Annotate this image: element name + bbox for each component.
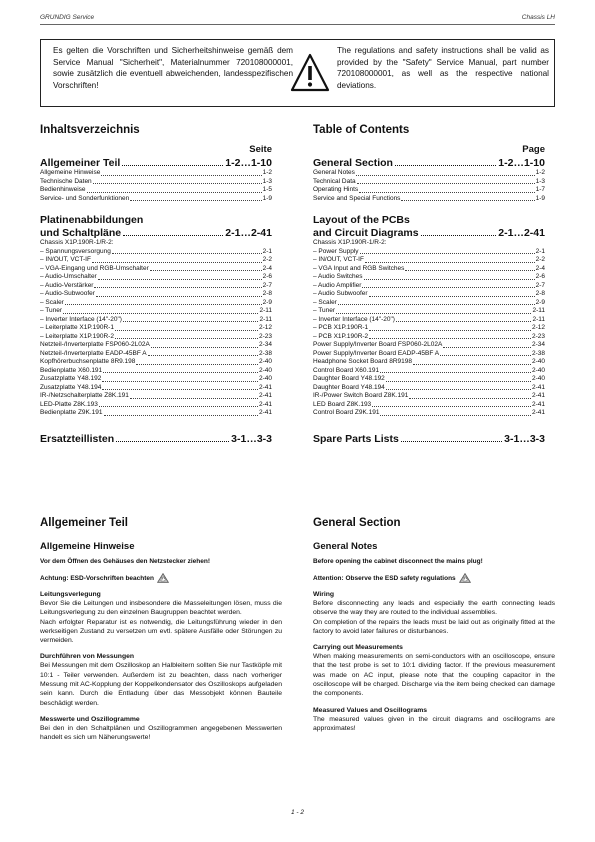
toc-entry-page: 2-38 (258, 349, 272, 357)
toc-leader-dots (102, 381, 258, 382)
toc-entry-page: 1-7 (535, 186, 545, 193)
toc-leader-dots (123, 321, 259, 322)
toc-leader-dots (440, 355, 531, 356)
toc-leader-dots (356, 175, 535, 176)
toc-entry[interactable] (313, 282, 545, 291)
toc-entry-label: Power Supply/Inverter Board FSP060-2L02A (313, 341, 443, 348)
toc-entry-label: Daughter Board Y48.192 (313, 375, 385, 382)
toc-leader-dots (150, 270, 262, 271)
toc-entry[interactable] (40, 273, 272, 282)
toc-entry[interactable] (313, 367, 545, 376)
toc-leader-dots (103, 372, 258, 373)
toc-leader-dots (369, 330, 531, 331)
toc-entry[interactable] (313, 248, 545, 257)
toc-entry-page: 1-3 (535, 177, 545, 185)
toc-entry-label: – Power Supply (313, 247, 359, 255)
toc-entry[interactable] (40, 350, 272, 359)
toc-entry[interactable] (40, 341, 272, 350)
toc-entry-page: 2-4 (262, 264, 272, 272)
toc-entry-label: – Audio-Subwoofer (40, 290, 95, 297)
toc-entry[interactable] (40, 384, 272, 393)
toc-leader-dots (401, 200, 534, 201)
toc-leader-dots (386, 389, 531, 390)
toc-entry[interactable] (40, 367, 272, 376)
toc-entry-page: 2-41 (531, 392, 545, 399)
toc-leader-dots (151, 347, 258, 348)
toc-entry-label: Power Supply/Inverter Board EADP-45BF A (313, 349, 440, 357)
wiring-heading: Leitungsverlegung (40, 591, 101, 598)
toc-entry-page: 2-23 (258, 332, 272, 340)
values-heading: Messwerte und Oszillogramme (40, 715, 140, 723)
toc-entry-label: Netzteil-/Inverterplatte FSP060-2L02A (40, 341, 150, 348)
toc-entry-label: – Spannungsversorgung (40, 247, 111, 255)
toc-entry-label: Allgemeine Hinweise (40, 169, 101, 176)
toc-leader-dots (386, 381, 531, 382)
toc-entry-page: 2-8 (262, 290, 272, 297)
safety-notice-box (40, 39, 555, 107)
toc-entry[interactable] (313, 341, 545, 350)
toc-entry-label: IR-/Netzschalterplatte Z8K.191 (40, 392, 129, 399)
toc-entry[interactable] (313, 299, 545, 308)
toc-entry-page: 1-9 (535, 194, 545, 202)
toc-leader-dots (65, 304, 262, 305)
general-section-german (40, 517, 282, 743)
toc-spares-entry[interactable]: Spare Parts Lists 3-1…3-3 (313, 432, 545, 445)
toc-page-label: Seite (249, 144, 272, 155)
toc-entry[interactable] (313, 265, 545, 274)
toc-entry-label: – VGA Input and RGB Switches (313, 264, 405, 272)
toc-entry[interactable] (313, 392, 545, 401)
wiring-paragraph-2: On completion of the repairs the leads must be laid out as originally fitted at the factory to avoid later failures or disturbances. (313, 618, 555, 635)
toc-leader-dots (112, 253, 262, 254)
toc-entry-page: 2-40 (258, 358, 272, 365)
toc-page-label: Page (522, 144, 545, 155)
toc-general-entry[interactable]: Allgemeiner Teil 1-2…1-10 (40, 157, 272, 169)
toc-leader-dots (102, 389, 258, 390)
toc-entry[interactable] (40, 248, 272, 257)
toc-entry-label: Zusatzplatte Y48.192 (40, 375, 102, 382)
toc-entry[interactable] (313, 350, 545, 359)
toc-entry-page: 2-7 (262, 281, 272, 289)
toc-entry-page: 2-40 (531, 375, 545, 382)
toc-general-entry[interactable]: General Section 1-2…1-10 (313, 157, 545, 169)
toc-entry-page: 2-38 (531, 349, 545, 357)
toc-entry[interactable] (40, 186, 272, 195)
toc-entry-label: Zusatzplatte Y48.194 (40, 383, 102, 391)
toc-entry-label: – Audio Switches (313, 273, 363, 280)
toc-entry[interactable] (313, 307, 545, 316)
toc-leader-dots (365, 262, 535, 263)
toc-entry-label: Service and Special Functions (313, 194, 401, 202)
toc-entry-label: – Scaler (40, 298, 64, 306)
esd-warning: Attention: Observe the ESD safety regulations (313, 573, 555, 583)
toc-entry-label: Technical Data (313, 177, 356, 185)
toc-leader-dots (93, 183, 262, 184)
toc-entry-page: 2-11 (259, 315, 272, 323)
esd-hand-icon (459, 573, 471, 583)
toc-entry-label: Bedienplatte X60.191 (40, 366, 103, 374)
toc-leader-dots (359, 192, 534, 193)
section-subtitle: General Notes (313, 541, 378, 552)
toc-entry-page: 2-34 (258, 341, 272, 348)
toc-entry-label: – PCB X1P.190R-2 (313, 332, 369, 340)
wiring-heading: Wiring (313, 591, 335, 598)
toc-entry[interactable] (40, 401, 272, 410)
toc-entry[interactable] (40, 409, 272, 418)
toc-leader-dots (380, 415, 531, 416)
toc-entry-label: – Audio-Verstärker (40, 281, 94, 289)
toc-entry-label: – Inverter Interface (14"-20") (40, 315, 122, 323)
toc-entry-page: 2-2 (535, 256, 545, 263)
toc-entry-page: 2-6 (535, 273, 545, 280)
toc-entry-label: – Audio Subwoofer (313, 290, 368, 297)
toc-pcb-heading: Layout of the PCBs (313, 214, 410, 226)
toc-leader-dots (104, 415, 258, 416)
toc-title: Inhaltsverzeichnis (40, 124, 140, 136)
toc-leader-dots (372, 406, 531, 407)
toc-general-list (313, 169, 545, 203)
toc-leader-dots (63, 313, 258, 314)
section-subtitle: Allgemeine Hinweise (40, 541, 135, 552)
toc-entry[interactable] (40, 358, 272, 367)
wiring-paragraph-2: Nach erfolgter Reparatur ist es notwendig, die Leitungsführung wieder in den werkseitigen Zustand zu versetzen um evtl. spätere Ausfälle oder Störungen zu vermeiden. (40, 618, 282, 645)
toc-entry[interactable] (40, 265, 272, 274)
toc-leader-dots (396, 321, 532, 322)
toc-entry[interactable] (313, 186, 545, 195)
toc-entry[interactable] (40, 333, 272, 342)
toc-entry-label: Service- und Sonderfunktionen (40, 194, 130, 202)
toc-entry-page: 2-9 (262, 298, 272, 306)
toc-leader-dots (99, 406, 258, 407)
safety-notice-german: Es gelten die Vorschriften und Sicherheitshinweise gemäß dem Service Manual "Sicherheit", Materialnummer 720108000001, sowie zusätzlich die eventuell abweichenden, landesspezifischen Vorschriften! (53, 46, 293, 90)
toc-leader-dots (338, 304, 535, 305)
toc-entry-page: 1-5 (262, 186, 272, 193)
toc-entry-label: – IN/OUT, VCT-IF (313, 256, 364, 263)
toc-entry-label: Control Board Z9K.191 (313, 409, 380, 416)
toc-pcb-entry[interactable]: and Circuit Diagrams 2-1…2-41 (313, 227, 545, 239)
toc-entry-page: 2-7 (535, 281, 545, 289)
toc-entry-label: Technische Daten (40, 177, 92, 185)
toc-leader-dots (94, 287, 261, 288)
toc-entry[interactable] (40, 307, 272, 316)
toc-entry-label: – Tuner (313, 307, 336, 314)
values-paragraph: Bei den in den Schaltplänen und Oszillogrammen angegebenen Messwerten handelt es sich um Näherungswerte! (40, 724, 282, 742)
toc-leader-dots (364, 279, 535, 280)
toc-pcb-entry[interactable]: und Schaltpläne 2-1…2-41 (40, 227, 272, 239)
toc-pcb-heading: Platinenabbildungen (40, 214, 144, 226)
toc-leader-dots (360, 253, 535, 254)
toc-entry-label: Daughter Board Y48.194 (313, 383, 385, 391)
toc-entry[interactable] (313, 401, 545, 410)
toc-leader-dots (413, 364, 531, 365)
toc-general-list (40, 169, 272, 203)
toc-entry[interactable] (313, 375, 545, 384)
toc-leader-dots (115, 330, 258, 331)
toc-entry-page: 1-2 (262, 169, 272, 176)
toc-entry-page: 2-1 (535, 247, 545, 255)
toc-leader-dots (380, 372, 531, 373)
general-section-english (313, 517, 555, 733)
toc-pcb-list (40, 248, 272, 418)
toc-entry-label: IR-/Power Switch Board Z8K.191 (313, 392, 409, 399)
toc-entry-page: 1-3 (262, 177, 272, 185)
toc-entry-label: – Tuner (40, 307, 63, 314)
toc-leader-dots (362, 287, 534, 288)
toc-leader-dots (369, 296, 535, 297)
toc-chassis-label: Chassis X1P.190R-1/R-2: (313, 239, 387, 246)
measurements-heading: Durchführen von Messungen (40, 653, 135, 661)
toc-entry-page: 2-2 (262, 256, 272, 263)
toc-english (313, 124, 545, 445)
toc-entry-label: LED-Platte Z8K.193 (40, 400, 98, 408)
toc-entry[interactable] (40, 316, 272, 325)
toc-leader-dots (136, 364, 258, 365)
section-title: General Section (313, 517, 401, 529)
toc-leader-dots (443, 347, 531, 348)
toc-entry-page: 2-1 (262, 247, 272, 255)
toc-entry-label: Control Board X60.191 (313, 366, 380, 374)
toc-leader-dots (357, 183, 535, 184)
toc-leader-dots (87, 192, 262, 193)
esd-warning: Achtung: ESD-Vorschriften beachten (40, 573, 282, 583)
toc-entry-page: 2-11 (532, 307, 545, 314)
measurements-paragraph: When making measurements on semi-conductors with an oscilloscope, ensure that the test probe is set to 10:1 dividing factor. If the previous measurement was made on AC input, please note that the coupling capacitor in the oscilloscope will be charged. Discharge via the item being checked can damage the components. (313, 653, 555, 698)
toc-entry-label: – PCB X1P.190R-1 (313, 324, 369, 331)
safety-notice-english: The regulations and safety instructions shall be valid as provided by the "Safety" Service Manual, part number 720108000001, as well as the respective national deviations. (337, 46, 549, 90)
mains-warning: Vor dem Öffnen des Gehäuses den Netzstecker ziehen! (40, 558, 211, 565)
toc-entry-page: 2-4 (535, 264, 545, 272)
mains-warning: Before opening the cabinet disconnect the mains plug! (313, 558, 483, 565)
toc-entry[interactable] (313, 324, 545, 333)
toc-entry[interactable] (313, 195, 545, 204)
toc-entry-page: 2-41 (531, 400, 545, 408)
toc-entry[interactable] (313, 178, 545, 187)
toc-entry-label: – Audio Amplifier (313, 281, 362, 289)
toc-entry[interactable] (313, 409, 545, 418)
toc-entry[interactable] (313, 273, 545, 282)
toc-title: Table of Contents (313, 124, 410, 136)
measurements-paragraph: Bei Messungen mit dem Oszilloskop an Halbleitern sollten Sie nur Tastköpfe mit 10:1 - Teiler verwenden. Außerdem ist zu beachten, dass nach vorheriger Messung mit AC-Kopplung der Koppelkondensator des Oszilloskops aufgeladen sein kann. Durch die Entladung über das Messobjekt können Bauteile beschädigt werden. (40, 662, 282, 707)
toc-entry[interactable] (313, 316, 545, 325)
toc-entry[interactable] (313, 358, 545, 367)
toc-entry-page: 1-9 (262, 194, 272, 202)
toc-entry-page: 2-41 (258, 400, 272, 408)
toc-leader-dots (101, 175, 261, 176)
toc-entry-label: – Audio-Umschalter (40, 273, 97, 280)
toc-entry-label: – IN/OUT, VCT-IF (40, 256, 91, 263)
toc-entry-page: 2-9 (535, 298, 545, 306)
toc-spares-entry[interactable]: Ersatzteillisten 3-1…3-3 (40, 432, 272, 445)
measurements-heading: Carrying out Measurements (313, 644, 403, 652)
toc-entry-label: – VGA-Eingang und RGB-Umschalter (40, 264, 149, 272)
toc-entry-page: 2-11 (532, 315, 545, 323)
toc-entry[interactable] (313, 290, 545, 299)
toc-entry[interactable] (313, 256, 545, 265)
toc-entry-label: Netzteil-/Inverterplatte EADP-45BF A (40, 349, 147, 357)
toc-entry-label: – Leiterplatte X1P.190R-1 (40, 324, 114, 331)
toc-entry-page: 2-12 (258, 324, 272, 331)
toc-entry-label: Headphone Socket Board 8R9198 (313, 358, 413, 365)
toc-leader-dots (409, 398, 531, 399)
wiring-paragraph-1: Before disconnecting any leads and especially the earth connecting leads observe the way they are routed to the individual assemblies. (313, 600, 555, 617)
esd-hand-icon (157, 573, 169, 583)
toc-leader-dots (130, 200, 261, 201)
toc-leader-dots (130, 398, 258, 399)
toc-entry-page: 2-8 (535, 290, 545, 297)
section-title: Allgemeiner Teil (40, 517, 128, 529)
toc-entry[interactable] (313, 169, 545, 178)
toc-entry[interactable] (40, 178, 272, 187)
toc-entry[interactable] (313, 384, 545, 393)
page-number: 1 - 2 (290, 809, 304, 816)
toc-entry-label: General Notes (313, 169, 355, 176)
toc-entry-page: 2-12 (531, 324, 545, 331)
toc-leader-dots (405, 270, 534, 271)
toc-pcb-list (313, 248, 545, 418)
toc-entry-label: LED Board Z8K.193 (313, 400, 372, 408)
toc-entry-page: 2-6 (262, 273, 272, 280)
toc-leader-dots (115, 338, 258, 339)
header-chassis: Chassis LH (521, 14, 555, 21)
wiring-paragraph-1: Bevor Sie die Leitungen und insbesondere die Masseleitungen lösen, muss die Leitungsverlegung zu den einzelnen Baugruppen beachtet werden. (40, 600, 282, 617)
toc-leader-dots (92, 262, 262, 263)
toc-entry-page: 1-2 (535, 169, 545, 176)
toc-entry[interactable] (40, 392, 272, 401)
toc-entry-page: 2-34 (531, 341, 545, 348)
toc-leader-dots (369, 338, 531, 339)
toc-entry[interactable] (40, 290, 272, 299)
toc-entry-label: Operating Hints (313, 186, 359, 193)
toc-entry-page: 2-41 (258, 409, 272, 416)
toc-german (40, 124, 272, 445)
toc-leader-dots (96, 296, 262, 297)
toc-entry-page: 2-41 (531, 409, 545, 416)
toc-entry-label: Bedienplatte Z9K.191 (40, 409, 103, 416)
toc-leader-dots (98, 279, 262, 280)
toc-entry-page: 2-23 (531, 332, 545, 340)
toc-entry[interactable] (40, 195, 272, 204)
toc-entry-label: Bedienhinweise (40, 186, 86, 193)
toc-entry-page: 2-41 (258, 383, 272, 391)
toc-entry-label: – Scaler (313, 298, 337, 306)
toc-entry[interactable] (40, 282, 272, 291)
warning-triangle-icon (290, 53, 330, 93)
toc-entry-page: 2-41 (258, 392, 272, 399)
toc-entry-page: 2-40 (258, 366, 272, 374)
header-divider (40, 24, 555, 25)
toc-entry-page: 2-40 (531, 358, 545, 365)
header-brand: GRUNDIG Service (40, 14, 95, 21)
values-heading: Measured Values and Oscillograms (313, 706, 428, 714)
values-paragraph: The measured values given in the circuit diagrams and oscillograms are approximates! (313, 715, 555, 732)
toc-entry-page: 2-41 (531, 383, 545, 391)
toc-leader-dots (336, 313, 531, 314)
toc-entry[interactable] (40, 169, 272, 178)
toc-entry[interactable] (313, 333, 545, 342)
toc-entry-label: – Leiterplatte X1P.190R-2 (40, 332, 114, 340)
toc-entry[interactable] (40, 375, 272, 384)
toc-entry-page: 2-11 (259, 307, 272, 314)
toc-leader-dots (148, 355, 258, 356)
toc-entry-label: Kopfhörerbuchsenplatte 8R9.198 (40, 358, 136, 365)
toc-entry-page: 2-40 (531, 366, 545, 374)
toc-entry-page: 2-40 (258, 375, 272, 382)
toc-entry[interactable] (40, 299, 272, 308)
toc-entry-label: – Inverter Interface (14"-20") (313, 315, 395, 323)
toc-entry[interactable] (40, 324, 272, 333)
toc-chassis-label: Chassis X1P.190R-1/R-2: (40, 239, 114, 246)
toc-entry[interactable] (40, 256, 272, 265)
